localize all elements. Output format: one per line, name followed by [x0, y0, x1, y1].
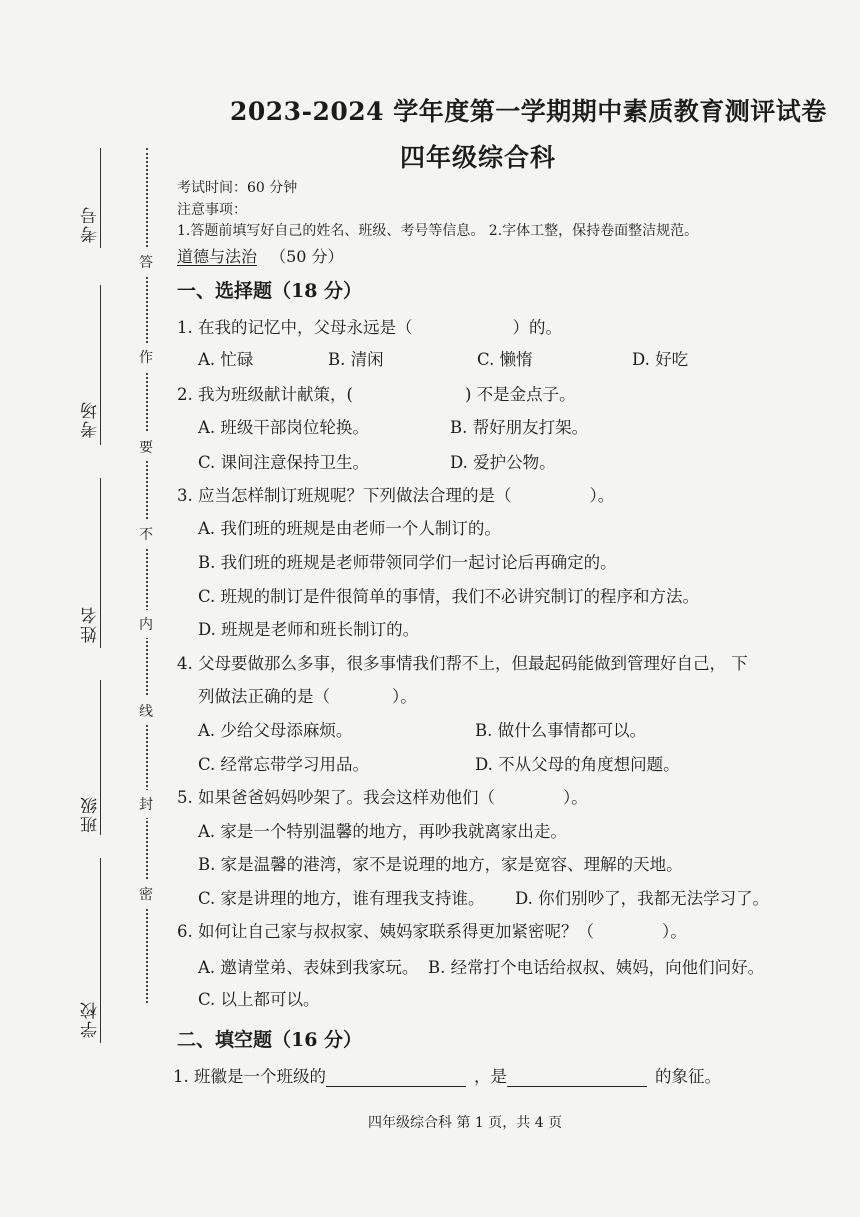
question-4: 4. 父母要做那么多事，很多事情我们帮不上，但最起码能做到管理好自己， 下 [177, 654, 748, 673]
option: C. 懒惰 [477, 350, 533, 369]
class-label: 班级 [81, 795, 101, 833]
class-field[interactable] [100, 680, 101, 835]
exam-no-label: 考号 [81, 205, 101, 243]
option: D. 班规是老师和班长制订的。 [198, 620, 420, 639]
seal-char: 内 [139, 610, 153, 638]
question-stem: 5. 如果爸爸妈妈吵架了。我会这样劝他们（ [177, 788, 495, 807]
seal-char: 不 [139, 520, 153, 548]
question-stem-end: 的象征。 [655, 1067, 721, 1086]
exam-title: 2023-2024 学年度第一学期期中素质教育测评试卷 [230, 97, 827, 126]
answer-blank[interactable] [512, 488, 590, 506]
school-label: 学校 [81, 1000, 101, 1038]
answer-blank[interactable] [594, 924, 662, 942]
seal-char: 线 [139, 697, 153, 725]
answer-blank[interactable] [353, 387, 465, 405]
seal-char: 要 [139, 433, 153, 461]
option: D. 爱护公物。 [450, 453, 556, 472]
answer-blank[interactable] [507, 1068, 647, 1087]
option: B. 家是温馨的港湾，家不是说理的地方，家是宽容、理解的天地。 [198, 855, 683, 874]
question-4-line2 [198, 683, 417, 707]
answer-blank[interactable] [413, 320, 513, 338]
question-stem: 列做法正确的是（ [198, 687, 330, 706]
seal-char: 密 [139, 880, 153, 908]
question-stem-end: ）。 [589, 486, 615, 505]
section-heading: 一、选择题（18 分） [177, 280, 363, 302]
option: D. 你们别吵了，我都无法学习了。 [515, 889, 770, 908]
option: D. 好吃 [632, 350, 689, 369]
seal-char: 答 [139, 248, 153, 276]
option: C. 家是讲理的地方，谁有理我支持谁。 [198, 889, 485, 908]
section-heading: 二、填空题（16 分） [177, 1029, 363, 1051]
exam-time: 考试时间：60 分钟 [177, 180, 298, 196]
fill-question-1 [173, 1063, 721, 1087]
question-1 [177, 314, 562, 338]
option: B. 经常打个电话给叔叔、姨妈，向他们问好。 [428, 958, 765, 977]
subject-score: （50 分） [270, 247, 344, 266]
seal-char: 作 [139, 343, 153, 371]
option: B. 帮好朋友打架。 [450, 418, 589, 437]
answer-blank[interactable] [326, 1068, 466, 1087]
answer-blank[interactable] [495, 790, 563, 808]
exam-room-field[interactable] [100, 285, 101, 445]
question-stem: 2. 我为班级献计献策，( [177, 385, 353, 404]
page-footer: 四年级综合科 第 1 页，共 4 页 [368, 1115, 563, 1131]
question-3 [177, 482, 614, 506]
question-stem-end: ）的。 [512, 318, 562, 337]
option: A. 我们班的班规是由老师一个人制订的。 [198, 519, 501, 538]
subject-name: 道德与法治 [177, 247, 258, 266]
question-stem-end: ）。 [563, 788, 588, 807]
question-stem-end: ）。 [662, 922, 687, 941]
option: A. 忙碌 [198, 350, 254, 369]
question-stem: 6. 如何让自己家与叔叔家、姨妈家联系得更加紧密呢？（ [177, 922, 594, 941]
question-stem-end: ) 不是金点子。 [464, 385, 576, 404]
question-stem: 3. 应当怎样制订班规呢？下列做法合理的是（ [177, 486, 512, 505]
option: C. 班规的制订是件很简单的事情，我们不必讲究制订的程序和方法。 [198, 587, 700, 606]
exam-room-label: 考场 [81, 400, 101, 438]
name-label: 姓名 [81, 605, 101, 643]
exam-subtitle: 四年级综合科 [400, 143, 557, 172]
question-2 [177, 381, 576, 405]
question-5 [177, 784, 588, 808]
option: A. 班级干部岗位轮换。 [198, 418, 369, 437]
subject-line [177, 244, 344, 267]
question-6 [177, 918, 687, 942]
seal-char: 封 [139, 790, 153, 818]
notes-label: 注意事项： [177, 202, 247, 218]
option: B. 清闲 [328, 350, 384, 369]
option: A. 邀请堂弟、表妹到我家玩。 [198, 958, 419, 977]
option: C. 经常忘带学习用品。 [198, 755, 370, 774]
option: A. 家是一个特别温馨的地方，再吵我就离家出走。 [198, 822, 567, 841]
question-stem: 1. 班徽是一个班级的 [173, 1067, 326, 1086]
school-field[interactable] [100, 858, 101, 1043]
option: D. 不从父母的角度想问题。 [475, 755, 680, 774]
exam-no-field[interactable] [100, 148, 101, 248]
option: B. 我们班的班规是老师带领同学们一起讨论后再确定的。 [198, 553, 617, 572]
question-stem-end: ）。 [392, 687, 417, 706]
option: B. 做什么事情都可以。 [475, 721, 647, 740]
answer-blank[interactable] [330, 689, 392, 707]
option: A. 少给父母添麻烦。 [198, 721, 353, 740]
seal-dotted-line [146, 148, 148, 1003]
option: C. 以上都可以。 [198, 990, 320, 1009]
question-stem-mid: ，是 [474, 1067, 507, 1086]
name-field[interactable] [100, 478, 101, 648]
notes-text: 1.答题前填写好自己的姓名、班级、考号等信息。 2.字体工整，保持卷面整洁规范。 [177, 223, 699, 239]
question-stem: 1. 在我的记忆中，父母永远是（ [177, 318, 413, 337]
option: C. 课间注意保持卫生。 [198, 453, 370, 472]
